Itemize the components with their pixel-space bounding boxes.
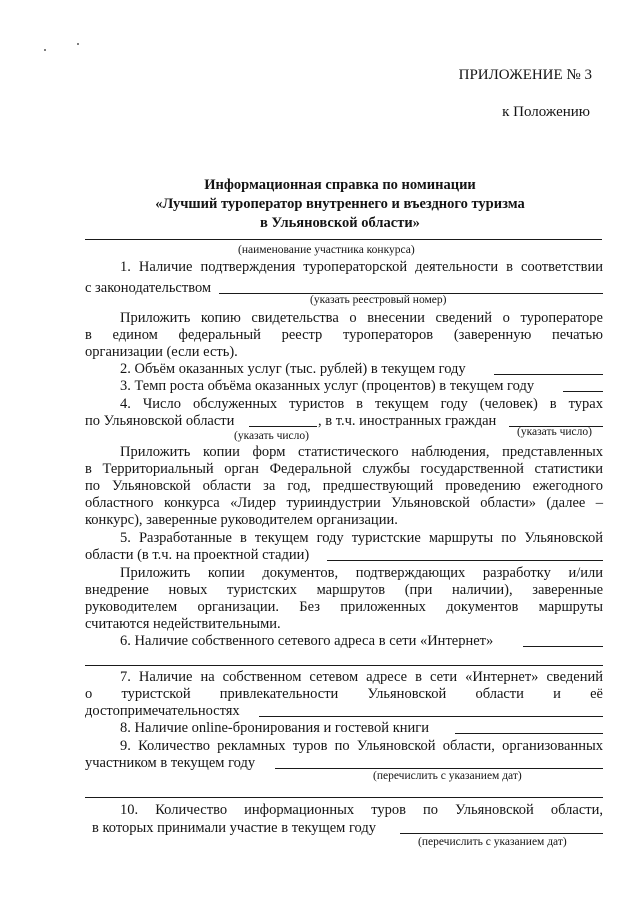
advertising-tours-field-continued[interactable]	[85, 797, 603, 798]
info-tours-caption: (перечислить с указанием дат)	[418, 836, 567, 848]
item-5-line-1: 5. Разработанные в текущем году туристские маршруты по Ульяновской	[120, 530, 603, 546]
tourist-routes-field[interactable]	[327, 560, 603, 561]
word: печатью	[552, 327, 603, 343]
attachment-1-line-1: Приложить копию свидетельства о внесении сведений о туроператоре	[120, 310, 603, 326]
word: области	[475, 686, 524, 702]
attachment-3-line-2: внедрение новых туристских маршрутов (при наличии), заверенные	[85, 582, 603, 598]
tourists-count-caption: (указать число)	[234, 430, 309, 442]
scan-speck	[77, 43, 79, 45]
attachment-3-line-3: руководителем организации. Без приложенных документов маршруты	[85, 599, 603, 615]
item-5-line-2: области (в т.ч. на проектной стадии)	[85, 547, 310, 563]
title-line-1: Информационная справка по номинации	[204, 177, 476, 193]
word: туроператоров	[342, 327, 434, 343]
scan-speck	[44, 49, 46, 51]
attachment-2-line-1: Приложить копии форм статистического наблюдения, представленных	[120, 444, 603, 460]
word: федеральный	[178, 327, 261, 343]
item-7-line-2	[85, 686, 603, 703]
growth-rate-field[interactable]	[563, 391, 603, 392]
title-line-3: в Ульяновской области»	[260, 215, 420, 231]
foreign-tourists-caption: (указать число)	[517, 426, 592, 438]
online-booking-field[interactable]	[455, 733, 603, 734]
services-volume-field[interactable]	[494, 374, 603, 375]
info-tours-field[interactable]	[400, 833, 603, 834]
attachment-3-line-4: считаются недействительными.	[85, 616, 281, 632]
word: в	[85, 327, 92, 343]
document-title	[60, 176, 620, 233]
website-address-field-continued[interactable]	[85, 665, 603, 666]
word: Ульяновской	[367, 686, 447, 702]
word: и	[553, 686, 561, 702]
item-7-line-1: 7. Наличие на собственном сетевом адресе в сети «Интернет» сведений	[120, 669, 603, 685]
tourists-count-field[interactable]	[249, 426, 317, 427]
attachment-3-line-1: Приложить копии документов, подтверждающих разработку и/или	[120, 565, 603, 581]
item-9-line-2: участником в текущем году	[85, 755, 256, 771]
attachment-2-line-5: конкурс), заверенные руководителем организации.	[85, 512, 398, 528]
attachment-2-line-3: по Ульяновской области за год, предшествующий проведению ежегодного	[85, 478, 603, 494]
appendix-label: ПРИЛОЖЕНИЕ № 3	[458, 67, 592, 83]
item-9-line-1: 9. Количество рекламных туров по Ульяновской области, организованных	[120, 738, 603, 754]
item-1-line-2: с законодательством	[85, 280, 212, 296]
word: её	[590, 686, 603, 702]
word: реестр	[281, 327, 323, 343]
attachment-1-line-3: организации (если есть).	[85, 344, 238, 360]
advertising-tours-field[interactable]	[275, 768, 603, 769]
item-4-line-2a: по Ульяновской области	[85, 413, 235, 429]
regulation-label: к Положению	[502, 104, 590, 120]
attachment-1-line-2	[85, 327, 603, 344]
item-8-label: 8. Наличие online-бронирования и гостевой книги	[120, 720, 429, 736]
item-2-label: 2. Объём оказанных услуг (тыс. рублей) в текущем году	[120, 361, 466, 377]
item-10-line-1: 10. Количество информационных туров по Ульяновской области,	[120, 802, 603, 818]
registry-number-caption: (указать реестровый номер)	[310, 294, 447, 306]
item-7-line-3: достопримечательностях	[85, 703, 240, 719]
website-address-field[interactable]	[523, 646, 603, 647]
item-10-line-2: в которых принимали участие в текущем году	[92, 820, 377, 836]
item-3-label: 3. Темп роста объёма оказанных услуг (процентов) в текущем году	[120, 378, 535, 394]
advertising-tours-caption: (перечислить с указанием дат)	[373, 770, 522, 782]
item-1-line-1: 1. Наличие подтверждения туроператорской деятельности в соответствии	[120, 259, 603, 275]
item-6-label: 6. Наличие собственного сетевого адреса в сети «Интернет»	[120, 633, 494, 649]
word: едином	[112, 327, 158, 343]
word: привлекательности	[219, 686, 339, 702]
participant-name-field[interactable]	[85, 239, 602, 240]
attachment-2-line-2: в Территориальный орган Федеральной службы государственной статистики	[85, 461, 603, 477]
word: туристской	[121, 686, 191, 702]
item-4-line-2b: , в т.ч. иностранных граждан	[318, 413, 497, 429]
title-line-2: «Лучший туроператор внутреннего и въездного туризма	[155, 196, 525, 212]
word: (заверенную	[453, 327, 532, 343]
attractions-info-field[interactable]	[259, 716, 603, 717]
participant-caption: (наименование участника конкурса)	[238, 244, 415, 256]
item-4-line-1: 4. Число обслуженных туристов в текущем году (человек) в турах	[120, 396, 603, 412]
attachment-2-line-4: областного конкурса «Лидер турииндустрии Ульяновской области» (далее –	[85, 495, 603, 511]
word: о	[85, 686, 93, 702]
